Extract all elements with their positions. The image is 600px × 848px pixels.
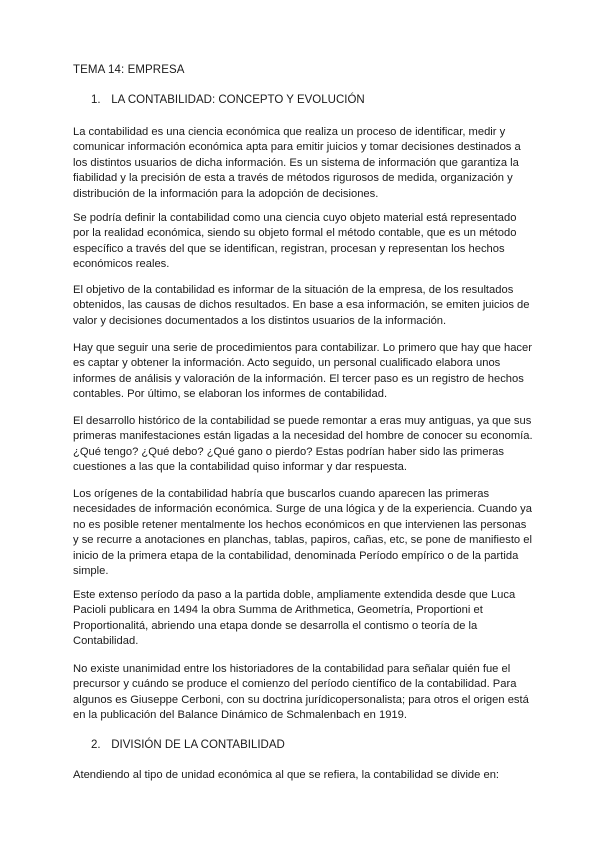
section-title: LA CONTABILIDAD: CONCEPTO Y EVOLUCIÓN <box>111 94 365 106</box>
section-number: 2. <box>91 739 101 751</box>
paragraph-science-object: Se podría definir la contabilidad como una ciencia cuyo objeto material está representado por la realidad económica, siendo su objeto formal el método contable, que es un método específico a través del que se identifican, registran, procesan y representan los hechos económicos reales. <box>73 212 517 271</box>
paragraph-division-intro: Atendiendo al tipo de unidad económica al que se refiera, la contabilidad se divide en: <box>73 769 500 781</box>
paragraph-origins: Los orígenes de la contabilidad habría que buscarlos cuando aparecen las primeras necesidades de información económica. Surge de una lógica y de la experiencia. Cuando ya no es posible retener mentalmente los hechos económicos en que intervienen las personas y se recurre a anotaciones en planchas, tablas, papiros, cañas, etc, se pone de manifiesto el inicio de la primera etapa de la contabilidad, denominada Período empírico o de la partida simple. <box>73 488 532 578</box>
paragraph-scientific-period: No existe unanimidad entre los historiadores de la contabilidad para señalar quién fue el precursor y cuándo se produce el comienzo del período científico de la contabilidad. Para algunos es Giuseppe Cerboni, con su doctrina jurídicopersonalista; para otros el origen está en la publicación del Balance Dinámico de Schmalenbach en 1919. <box>73 663 529 722</box>
paragraph-history: El desarrollo histórico de la contabilidad se puede remontar a eras muy antiguas, ya que sus primeras manifestaciones están ligadas a la necesidad del hombre de conocer su economía. ¿Qué tengo? ¿Qué debo? ¿Qué gano o pierdo? Estas podrían haber sido las primeras cuestiones a las que la contabilidad quiso informar y dar respuesta. <box>73 415 533 474</box>
document-title: TEMA 14: EMPRESA <box>73 64 185 76</box>
section-title: DIVISIÓN DE LA CONTABILIDAD <box>111 739 285 751</box>
section-heading-2 <box>91 739 285 751</box>
paragraph-procedures: Hay que seguir una serie de procedimientos para contabilizar. Lo primero que hay que hacer es captar y obtener la información. Acto seguido, un personal cualificado elabora unos informes de análisis y valoración de la información. El tercer paso es un registro de hechos contables. Por último, se elaboran los informes de contabilidad. <box>73 342 532 401</box>
section-number: 1. <box>91 94 101 106</box>
paragraph-objective: El objetivo de la contabilidad es informar de la situación de la empresa, de los resultados obtenidos, las causas de dichos resultados. En base a esa información, se emiten juicios de valor y decisiones documentados a los distintos usuarios de la información. <box>73 284 530 327</box>
section-heading-1 <box>91 94 365 106</box>
paragraph-definition: La contabilidad es una ciencia económica que realiza un proceso de identificar, medir y comunicar información económica apta para emitir juicios y tomar decisiones destinados a los distintos usuarios de dicha información. Es un sistema de información que garantiza la fiabilidad y la precisión de esta a través de métodos rigurosos de medida, organización y distribución de la información para la adopción de decisiones. <box>73 126 521 200</box>
paragraph-double-entry: Este extenso período da paso a la partida doble, ampliamente extendida desde que Luca Pacioli publicara en 1494 la obra Summa de Arithmetica, Geometría, Proportioni et Proportionalitá, abriendo una etapa donde se desarrolla el contismo o teoría de la Contabilidad. <box>73 589 516 648</box>
